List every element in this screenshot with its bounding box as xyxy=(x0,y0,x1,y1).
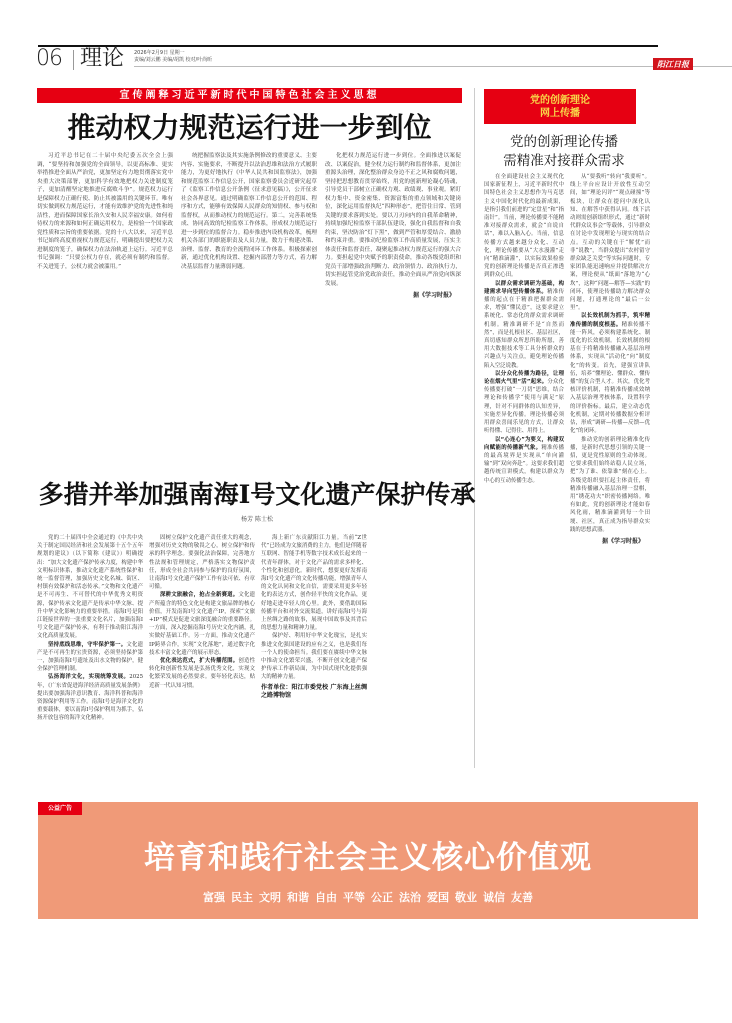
ad-tag: 公益广告 xyxy=(38,802,82,815)
subsection-heading: 以群众需求调研为基础，构建需求导向型传播体系。 xyxy=(484,280,564,295)
core-value: 自由 xyxy=(315,891,337,904)
core-value: 诚信 xyxy=(483,891,505,904)
right-article-source: 据《学习时报》 xyxy=(601,537,644,545)
subsection-heading: 弘扬海洋文化，实现统筹发展。 xyxy=(48,674,130,681)
core-value: 敬业 xyxy=(455,891,477,904)
right-headline xyxy=(478,133,650,171)
right-article-column xyxy=(484,173,564,773)
meta-rule xyxy=(134,66,732,67)
top-banner: 宣传阐释习近平新时代中国特色社会主义思想 xyxy=(37,88,462,103)
paragraph: 化把权力规范运行进一步到位。全面推进以案促改、以案促治，健全权力运行制约和监督体系，更加注重源头治理，深化整治群众身边不正之风和腐败问题，坚持把思想教育贯穿始终，用党的创新理论凝心铸魂，引导党员干部树立正确权力观、政绩观、事业观。紧盯权力集中、资金密集、资源富集的重点领域和关键岗位，深化运用监督执纪“四种形态”，把管住日常、管到关键的要求落到实处。要以刀刃向内的自我革命精神，持续加强纪检监察干部队伍建设，强化自我监督和自我约束，坚决防治“灯下黑”，做到严管和厚爱结合、激励和约束并重。要推动纪检监察工作高质量发展，压实主体责任和监督责任，凝聚起推动权力规范运行的强大合力。要担起党中央赋予的职责使命，推动各级党组织和党员干部增强政治判断力、政治领悟力、政治执行力，切实担起管党治党政治责任，推动全面从严治党向纵深发展。 xyxy=(325,153,461,287)
paragraph-text: 文化遗产是不可再生的宝贵资源，必须坚持保护第一，加强南海Ⅰ号遗址及出水文物的保护，健全保护管理机制。 xyxy=(37,641,143,673)
top-article-column xyxy=(37,152,173,457)
core-value: 文明 xyxy=(259,891,281,904)
masthead-meta xyxy=(134,50,212,64)
lower-article-column xyxy=(261,534,367,770)
subsection-heading: 优化表达范式，扩大传播范围。 xyxy=(160,658,239,665)
right-headline-line: 党的创新理论传播 xyxy=(510,134,618,150)
paragraph xyxy=(570,173,650,312)
core-value: 法治 xyxy=(399,891,421,904)
right-article-column xyxy=(570,173,650,773)
top-article-column xyxy=(181,152,317,457)
paragraph xyxy=(37,534,143,641)
paragraph-text: 精准传播的起点在于精准把握群众需求，增强“懂民意”，这要求建立系统化、常态化的群众需求调研机制。精准调研不是“自然而然”，而是扎根社区、基层社区，真切感知群众所思所盼所愿，善用大数据技术等工具分析群众的兴趣点与关注点，避免理论传播陷入空泛说教。 xyxy=(484,288,564,369)
top-headline: 推动权力规范运行进一步到位 xyxy=(67,111,432,144)
paragraph: 习近平总书记在二十届中央纪委五次全会上强调，“要坚持和加强党的全面领导，以更高标准、更实举措推进全面从严治党，更加坚定有力地贯彻落实党中央重大决策部署，更加科学有效地把权力关进制度笼子，更加清醒坚定地推进反腐败斗争”。规范权力运行是保障权力正确行使、防止其被滥用的关键环节。唯有切实做到权力规范运行，才能有效维护党的先进性和纯洁性，进而保障国家长治久安和人民幸福安康。如何看待权力的来源和如何正确运用权力，是检验一个国家政党性质和宗旨的重要依据。党的十八大以来，习近平总书记始终高度重视权力规范运行，明确提出要把权力关进制度的笼子，确保权力在法治轨道上运行。习近平总书记强调：“只要公权力存在，就必须有制约和监督。不关进笼子，公权力就会被滥用。” xyxy=(37,153,173,270)
paragraph-text: 保护好、利用好中华文化瑰宝，是扎实推进文化强国建设的应有之义，也是我们每一个人的使命担当。我们要在赓续中华文脉中推动文化繁荣兴盛，不断开创文化遗产保护传承工作新局面，为中国式现代化提供强大的精神力量。 xyxy=(261,633,367,681)
subsection-paragraph xyxy=(570,312,650,435)
lower-article-column xyxy=(149,534,255,770)
paragraph-text: 创造性转化和创新性发展是弘扬优秀文化，实现文化繁荣发展的必然要求。要年轻化表达，贴近新一代认知习惯。 xyxy=(149,658,255,689)
right-headline-line: 需精准对接群众需求 xyxy=(503,153,625,169)
ad-sponsor: 阳江日报社 宣 xyxy=(647,1008,685,1015)
paragraph-text: 精准传播的最高境界是实现从“单向灌输”到“双向奔赴”。这要求我们超越传统宣讲模式，构建以群众为中心的互动传播生态。 xyxy=(484,444,564,484)
editors-line: 责编/刘云鹏 美编/胡凯 校对/叶尚昕 xyxy=(134,57,213,63)
paragraph xyxy=(484,173,564,280)
core-value: 平等 xyxy=(343,891,365,904)
section-title: 理论 xyxy=(80,46,125,71)
paragraph: 统把握监察法及其实施条例修改的重要意义、主要内容、实施要求，不断提升以法治思维和法治方式履职能力，为更好地执行《中华人民共和国监察法》，加强和规范监察工作信息公开，国家监察委员会近研究起草了《监察工作信息公开条例（征求意见稿）》，公开征求社会各界意见。通过明确监察工作信息公开的范围、程序和方式，能够有效保障人民群众的知情权、参与权和监督权，从而推动权力的规范运行。第二，完善系统集成、协同高效的纪检监察工作体系，形成权力规范运行进一步到位的监督合力。稳步推进内设机构改革，梳理机关各部门的职能职责及人员力量，数力于构建决策、治理、监督、教育的全流程闭环工作体系。积极探索创新，通过优化机构设置、挖掘内部潜力等方式，着力解决基层监督力量薄弱问题。 xyxy=(181,153,317,270)
core-value: 友善 xyxy=(511,891,533,904)
core-value: 民主 xyxy=(231,891,253,904)
core-value: 和谐 xyxy=(287,891,309,904)
subsection-paragraph xyxy=(484,436,564,485)
paragraph xyxy=(570,436,650,534)
core-values-list xyxy=(38,889,698,905)
paragraph-text: 固树立保护文化遗产责任重大的观念，增强对历史文物的敬畏之心，树立保护和传承的科学理念。要强化法治保障，完善地方性法规和管理规定，严格落实文物保护责任，形成全社会共同参与保护的良好氛围，让南海Ⅰ号文化遗产保护工作有法可依、有章可循。 xyxy=(149,535,255,591)
paragraph-text: 精准传播不能一阵风，必须构建系统化、制度化的长效机制。长效机制的根基在于将精准传播融入基层治理体系，实现从“活动化”向“制度化”的转变。首先，建强宣讲队伍，培养“懂理论、懂群众、懂传播”的复合型人才。其次，优化考核评价机制，将精准传播成效纳入基层治理考核体系，设置科学的评价指标。最后，建立动态优化机制，定期对传播数据分析评估，形成“调研—传播—反馈—优化”的闭环。 xyxy=(570,321,650,435)
core-value: 爱国 xyxy=(427,891,449,904)
subsection-paragraph xyxy=(37,641,143,674)
paragraph xyxy=(261,534,367,632)
right-banner-line: 网上传播 xyxy=(540,108,580,119)
newspaper-logo: 阳江日报 xyxy=(653,58,693,70)
core-value: 富强 xyxy=(203,891,225,904)
subsection-paragraph xyxy=(149,657,255,690)
subsection-paragraph xyxy=(37,673,143,722)
paragraph-text: 从“要我听”转向“我要听”。线上平台应设计开放性互动空间，如“理论闪评”“观点碰撞”等板块，让群众在提问中深化认知、在解答中获得认同。线下活动则需创新组织形式，通过“新时代群众议事会”等载体，引导群众在讨论中发现理论与现实的结合点。互动的关键在于“解忧”而非“说教”，当群众提出“农村留守群众缺乏关爱”等实际问题时，专家团队能迅速响应并提供解决方案，理论便从“纸面”落地为“心坎”，这种“问题—解答—实践”的闭环，使理论传播助力解决群众问题，打通理论的“最后一公里”。 xyxy=(570,174,650,312)
subsection-heading: 以“心连心”为要义，构建双向赋能的传播新气象。 xyxy=(484,436,564,451)
right-banner-line: 党的创新理论 xyxy=(530,95,590,106)
masthead-rule xyxy=(38,45,658,47)
paragraph xyxy=(261,632,367,681)
right-article-body xyxy=(484,173,724,778)
lower-article-body xyxy=(37,534,477,770)
subsection-paragraph xyxy=(149,591,255,657)
subsection-heading: 深耕文旅融合，抢占全新赛道。 xyxy=(160,592,239,599)
paragraph-text: 推动党的创新理论精准化传播，是新时代思想引领的关键一招，更是党性原则的生动体现。它要求我们始终站稳人民立场，把“为了谁、依靠谁”刻在心上。各级党组织要扛起主体责任，将精准传播融入基层治理一盘棋，用“绣花功夫”织密传播网络。唯有如此，党的创新理论才能如春风化雨，精准滴灌到每一个田埂、社区，真正成为指导群众实践的思想武器。 xyxy=(570,436,650,533)
core-value: 公正 xyxy=(371,891,393,904)
lower-headline: 多措并举加强南海Ⅰ号文化遗产保护传承 xyxy=(38,480,476,509)
ad-title: 培育和践行社会主义核心价值观 xyxy=(144,840,592,876)
paragraph-text: 分众化传播要打破“一刀切”思维，结合理论和传播学“使用与满足”原理，针对不同群体的认知差异，实施差异化传播。理论传播必须用群众喜闻乐见的方式，让群众听得懂、记得住、用得上。 xyxy=(484,379,564,435)
paragraph xyxy=(149,534,255,591)
paragraph-text: 在全面建设社会主义现代化国家新征程上，习近平新时代中国特色社会主义思想作为马克思主义中国化时代化的最新成果，是指引我们前进的“定盘星”和“指南针”。当前，理论传播要不能精准对接群众需求，就会“自说自话”，难以入脑入心。当前，信息传播方式越来越分众化、互动化，理论传播要从“大水漫灌”走向“精准滴灌”，以实际效果检验党的创新理论传播是否真正渗透到群众心田。 xyxy=(484,174,564,279)
author-affiliation: 作者单位：阳江市委党校 广东海上丝绸之路博物馆 xyxy=(261,683,367,699)
byline: 杨芳 陈士松 xyxy=(241,516,273,523)
subsection-heading: 以长效机制为抓手，筑牢精准传播的制度根基。 xyxy=(570,313,650,328)
date-line: 2026年2月9日 星期一 xyxy=(134,50,185,56)
subsection-paragraph xyxy=(484,280,564,370)
masthead-divider xyxy=(73,50,74,70)
top-article-source: 据《学习时报》 xyxy=(412,292,455,299)
paragraph-text: 海上新广东贡献阳江力量。当前“Z世代”已经成为文旅消费的主力，他们是伴随着互联网、智能手机等数字技术成长起来的一代青年群体，对于文化产品的需求多样化、个性化和创意化。新时代，想要更好发挥南海Ⅰ号文化遗产的文化传播功能，增强青年人的文化认同和文化自信，需要采用更多年轻化的表达方式，创作轻平快的文化作品，更好地走进年轻人的心里。此外，要借助国际传播平台和对外交流渠道，讲好南海Ⅰ号与海上丝绸之路的故事，展现中国故事及其背后的思想力量和精神力量。 xyxy=(261,535,367,632)
paragraph-text: 党的二十届四中全会通过的《中共中央关于制定国民经济和社会发展第十五个五年规划的建议》（以下简称《建议》）明确提出：“加大文化遗产保护传承力度，构建中华文明标识体系，推动文化遗产系统性保护和统一监督管理，加强历史文化名城、街区、村镇有效保护和活态传承。”文物和文化遗产是不可再生、不可替代的中华优秀文明资源，保护传承文化遗产是传承中华文脉、提升中华文化影响力的重要举措。南海Ⅰ号是阳江链接世界的一张重要文化名片，加强南海Ⅰ号文化遗产保护传承，有利于推动阳江海洋文化高质量发展。 xyxy=(37,535,143,640)
top-article-column xyxy=(325,152,461,457)
right-column-banner xyxy=(484,89,636,124)
subsection-heading: 以分众化传播为路径，让理论在烟火气里“活”起来。 xyxy=(484,370,564,386)
lower-article-column xyxy=(37,534,143,770)
top-article-body xyxy=(37,152,462,457)
page-number: 06 xyxy=(36,46,62,71)
paragraph-text: 文化遗产所蕴含的特色文化是构建文旅品牌的核心价值，开发南海Ⅰ号文化遗产IP，探索“文旅+IP”模式是促进文旅深度融合的重要路径。一方面，深入挖掘南海Ⅰ号历史文化内涵，扎实做好基础工作。另一方面，推动文化遗产IP跨界合作，实现“文化落地”，通过数字化技术丰富文化遗产的展示形态。 xyxy=(149,592,255,656)
subsection-paragraph xyxy=(484,370,564,436)
subsection-heading: 坚持底线思维，守牢保护第一。 xyxy=(48,641,127,648)
paragraph-text: 2025年，《广东省促进海洋经济高质量发展条例》提出要加强海洋意识教育、海洋科普和海洋资源保护利用等工作。南海Ⅰ号是海洋文化的重要载体，要以南海Ⅰ号保护利用为抓手，弘扬开放包容的海洋文化精神。 xyxy=(37,674,143,722)
